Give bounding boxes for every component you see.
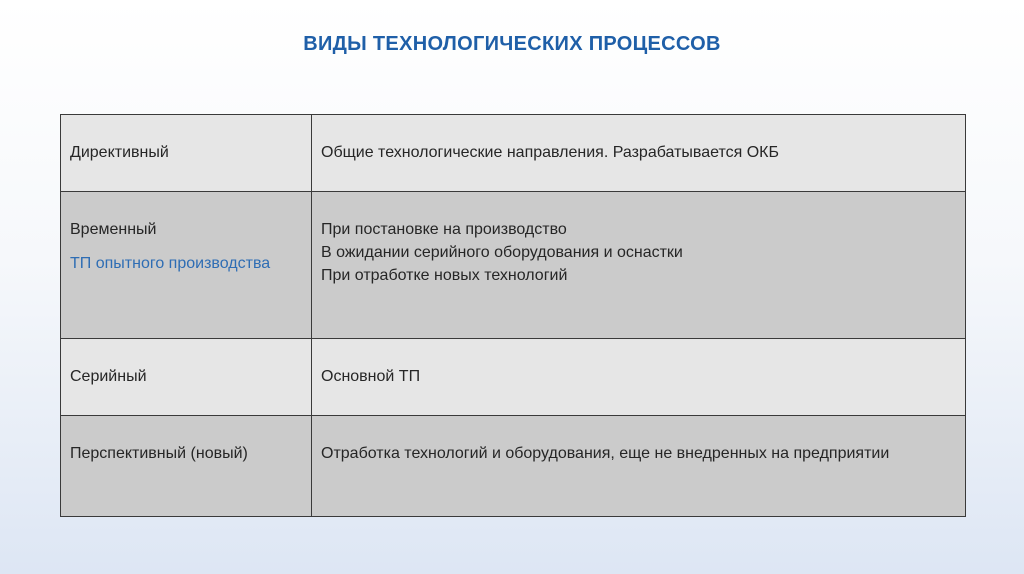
description-line: Основной ТП	[321, 368, 421, 385]
type-cell	[61, 416, 312, 517]
description-line: Отработка технологий и оборудования, еще не внедренных на предприятии	[321, 445, 890, 462]
type-label: Перспективный (новый)	[70, 445, 248, 462]
description-cell	[312, 115, 966, 192]
description-line: Общие технологические направления. Разрабатывается ОКБ	[321, 144, 779, 161]
type-label: Серийный	[70, 368, 147, 385]
description-cell	[312, 416, 966, 517]
description-line: В ожидании серийного оборудования и оснастки	[321, 244, 683, 261]
description-cell	[312, 192, 966, 339]
type-label: Временный	[70, 221, 157, 238]
table-row-directive	[61, 115, 966, 192]
type-cell	[61, 115, 312, 192]
description-line: При отработке новых технологий	[321, 267, 568, 284]
table-row-perspective	[61, 416, 966, 517]
table-row-serial	[61, 339, 966, 416]
slide-title: ВИДЫ ТЕХНОЛОГИЧЕСКИХ ПРОЦЕССОВ	[303, 33, 721, 55]
type-cell	[61, 192, 312, 339]
type-cell	[61, 339, 312, 416]
table-row-temporary	[61, 192, 966, 339]
description-cell	[312, 339, 966, 416]
type-label: Директивный	[70, 144, 169, 161]
type-subtype-label: ТП опытного производства	[70, 255, 271, 272]
description-line: При постановке на производство	[321, 221, 567, 238]
process-types-table	[60, 114, 966, 517]
